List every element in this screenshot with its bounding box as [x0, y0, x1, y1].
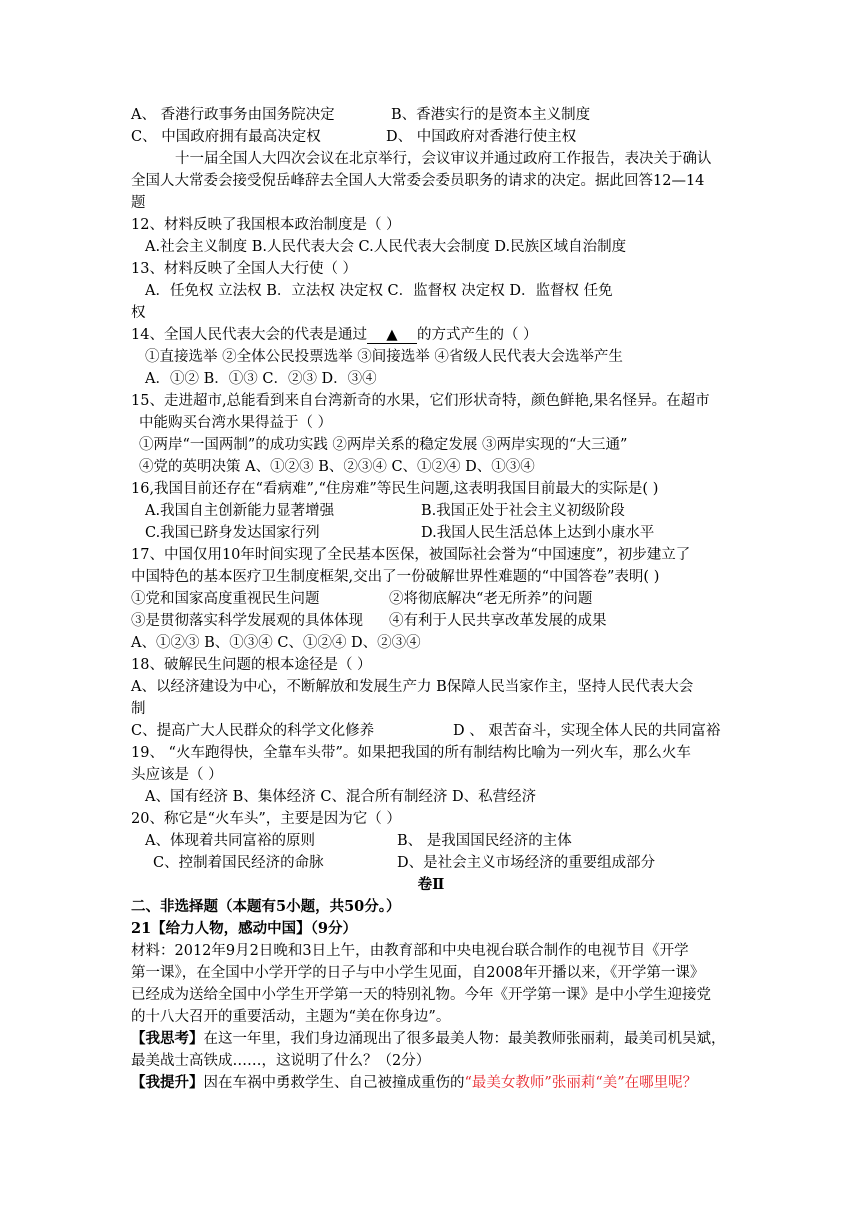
material-12-14-line2: 全国人大常委会接受倪岳峰辞去全国人大常委会委员职务的请求的决定。据此回答12—14	[131, 173, 705, 189]
q15-stem-line1: 15、走进超市,总能看到来自台湾新奇的水果，它们形状奇特，颜色鲜艳,果名怪异。在超市	[131, 393, 710, 409]
q11-option-d: D、 中国政府对香港行使主权	[386, 129, 577, 145]
q17-options: A、①②③ B、①③④ C、①②④ D、②③④	[131, 635, 421, 651]
q12-stem: 12、材料反映了我国根本政治制度是（ ）	[131, 217, 401, 233]
q21-improve-line	[131, 1072, 731, 1094]
q17-choices-row2	[131, 610, 731, 632]
q21-material-line1: 材料：2012年9月2日晚和3日上午，由教育部和中央电视台联合制作的电视节目《开学	[131, 943, 689, 959]
q14-choices: ①直接选举 ②全体公民投票选举 ③间接选举 ④省级人民代表大会选举产生	[145, 349, 623, 365]
q15-choices-line1: ①两岸“一国两制”的成功实践 ②两岸关系的稳定发展 ③两岸实现的“大三通”	[139, 437, 628, 453]
material-12-14-line3: 题	[131, 195, 146, 211]
q16-options-row2	[131, 522, 731, 544]
q11-option-c: C、 中国政府拥有最高决定权	[131, 129, 321, 145]
section-two-heading: 二、非选择题（本题有5小题，共50分。）	[131, 898, 401, 915]
q18-option-d: D 、 艰苦奋斗，实现全体人民的共同富裕	[453, 723, 721, 739]
section-title: 卷Ⅱ	[417, 876, 445, 893]
q21-improve-text: 因在车祸中勇救学生、自己被撞成重伤的	[203, 1075, 465, 1091]
q20-option-a: A、体现着共同富裕的原则	[145, 833, 315, 849]
exam-page	[131, 104, 731, 1094]
q20-option-c: C、控制着国民经济的命脉	[153, 855, 324, 871]
q18-stem: 18、破解民生问题的根本途径是（ ）	[131, 657, 372, 673]
q14-blank: ▲	[367, 327, 417, 344]
q15-choices-line2: ④党的英明决策 A、①②③ B、②③④ C、①②④ D、①③④	[139, 459, 535, 475]
q14-stem-before: 14、全国人民代表大会的代表是通过	[131, 327, 367, 343]
material-12-14-line1: 十一届全国人大四次会议在北京举行，会议审议并通过政府工作报告，表决关于确认	[175, 151, 712, 167]
q13-options: A．任免权 立法权 B．立法权 决定权 C．监督权 决定权 D．监督权 任免	[145, 283, 613, 299]
q17-choice-2: ②将彻底解决“老无所养”的问题	[389, 591, 593, 607]
q16-option-c: C.我国已跻身发达国家行列	[145, 525, 320, 541]
q21-think-text: 在这一年里，我们身边涌现出了很多最美人物：最美教师张丽莉，最美司机吴斌，	[203, 1031, 726, 1047]
q21-material-line2: 第一课》，在全国中小学开学的日子与中小学生见面，自2008年开播以来，《开学第一课》	[131, 965, 705, 981]
q19-options: A、国有经济 B、集体经济 C、混合所有制经济 D、私营经济	[145, 789, 537, 805]
q21-think-line1	[131, 1028, 731, 1050]
q11-options-row2	[131, 126, 731, 148]
q18-options-row2	[131, 720, 731, 742]
q19-stem-line2: 头应该是（ ）	[131, 767, 223, 783]
q17-stem-line2: 中国特色的基本医疗卫生制度框架,交出了一份破解世界性难题的“中国答卷”表明( )	[131, 569, 660, 585]
q21-material-line4: 的十八大召开的重要活动，主题为“美在你身边”。	[131, 1009, 451, 1025]
q11-option-a: A、 香港行政事务由国务院决定	[131, 107, 335, 123]
q16-options-row1	[131, 500, 731, 522]
q21-title: 21【给力人物，感动中国】（9分）	[131, 920, 358, 937]
q20-stem: 20、称它是“火车头”，主要是因为它（ ）	[131, 811, 401, 827]
q16-option-b: B.我国正处于社会主义初级阶段	[421, 503, 625, 519]
q13-stem: 13、材料反映了全国人大行使（ ）	[131, 261, 358, 277]
q14-stem	[131, 324, 731, 346]
q17-stem-line1: 17、中国仅用10年时间实现了全民基本医保，被国际社会誉为“中国速度”，初步建立了	[131, 547, 691, 563]
q17-choice-4: ④有利于人民共享改革发展的成果	[389, 613, 607, 629]
q15-stem-line2: 中能购买台湾水果得益于（ ）	[139, 415, 333, 431]
q14-options: A．①② B．①③ C．②③ D．③④	[145, 371, 377, 387]
q20-option-b: B、 是我国国民经济的主体	[397, 833, 572, 849]
q21-improve-highlight: “最美女教师”张丽莉“美”在哪里呢？	[464, 1075, 698, 1091]
q19-stem-line1: 19、 “火车跑得快，全靠车头带”。如果把我国的所有制结构比喻为一列火车，那么火车	[131, 745, 691, 761]
q21-material-line3: 已经成为送给全国中小学生开学第一天的特别礼物。今年《开学第一课》是中小学生迎接党	[131, 987, 711, 1003]
q16-option-d: D.我国人民生活总体上达到小康水平	[421, 525, 655, 541]
q17-choice-3: ③是贯彻落实科学发展观的具体体现	[131, 613, 363, 629]
q21-think-line2: 最美战士高铁成……，这说明了什么？（2分）	[131, 1053, 431, 1069]
q16-option-a: A.我国自主创新能力显著增强	[145, 503, 335, 519]
q18-option-a-cont: 制	[131, 701, 146, 717]
q13-options-cont: 权	[131, 305, 146, 321]
q12-options: A.社会主义制度 B.人民代表大会 C.人民代表大会制度 D.民族区域自治制度	[145, 239, 627, 255]
q11-options-row1	[131, 104, 731, 126]
q17-choice-1: ①党和国家高度重视民生问题	[131, 591, 320, 607]
q18-option-a: A、以经济建设为中心，不断解放和发展生产力 B保障人民当家作主，坚持人民代表大会	[131, 679, 694, 695]
q16-stem: 16,我国目前还存在“看病难”,“住房难”等民生问题,这表明我国目前最大的实际是( )	[131, 481, 659, 497]
q11-option-b: B、香港实行的是资本主义制度	[391, 107, 591, 123]
q20-options-row2	[131, 852, 731, 874]
q21-improve-label: 【我提升】	[131, 1074, 204, 1091]
q21-think-label: 【我思考】	[131, 1030, 204, 1047]
q18-option-c: C、提高广大人民群众的科学文化修养	[131, 723, 375, 739]
q20-options-row1	[131, 830, 731, 852]
q20-option-d: D、是社会主义市场经济的重要组成部分	[397, 855, 656, 871]
q14-stem-after: 的方式产生的（ ）	[416, 327, 538, 343]
q17-choices-row1	[131, 588, 731, 610]
